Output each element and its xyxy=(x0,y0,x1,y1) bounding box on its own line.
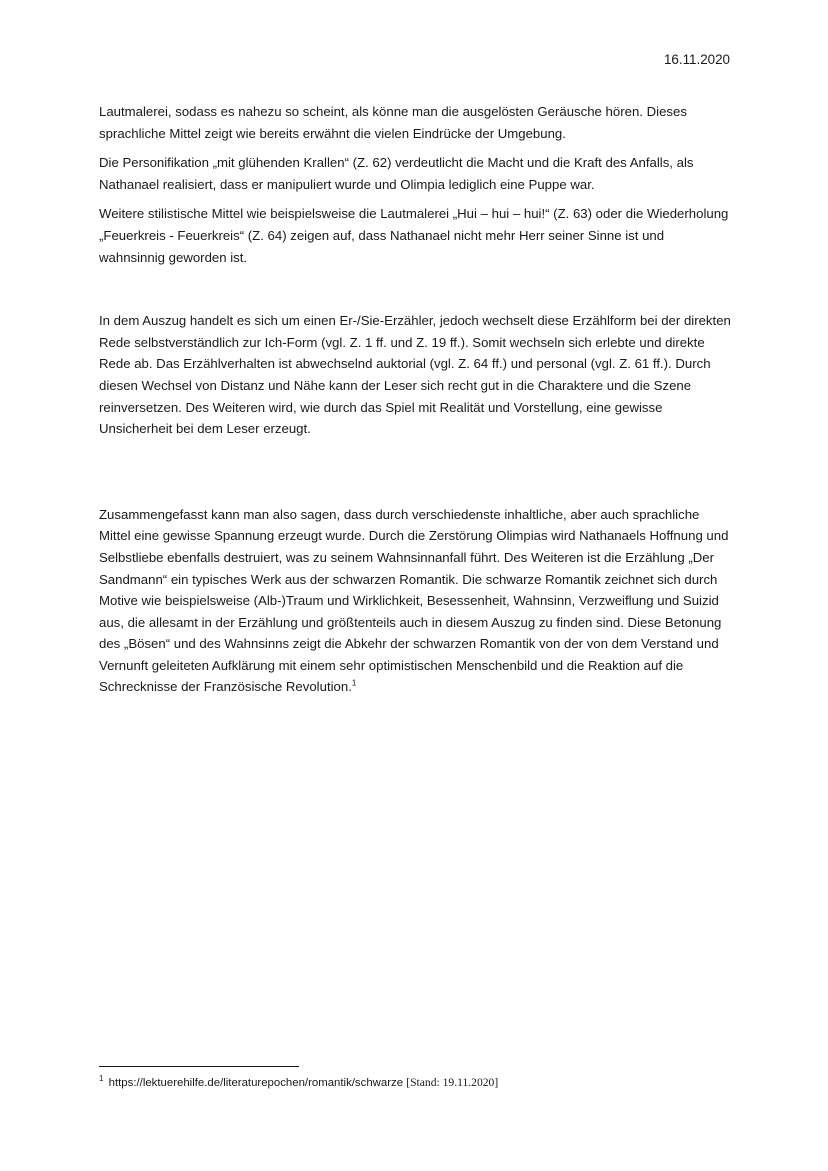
footnote-stand: [Stand: 19.11.2020] xyxy=(406,1076,499,1089)
footnote-separator xyxy=(99,1066,299,1067)
paragraph-erzaehler: In dem Auszug handelt es sich um einen Er-/Sie-Erzähler, jedoch wechselt diese Erzählform bei der direkten Rede selbstverständlich zur Ich-Form (vgl. Z. 1 ff. und Z. 19 ff.). Somit wechseln sich erlebte und direkte Rede ab. Das Erzählverhalten ist abwechselnd auktorial (vgl. Z. 64 ff.) und personal (vgl. Z. 61 ff.). Durch diesen Wechsel von Distanz und Nähe kann der Leser sich recht gut in die Charaktere und die Szene reinversetzen. Des Weiteren wird, wie durch das Spiel mit Realität und Vorstellung, eine gewisse Unsicherheit bei dem Leser erzeugt. xyxy=(99,313,731,437)
paragraph-lautmalerei: Lautmalerei, sodass es nahezu so scheint, als könne man die ausgelösten Geräusche hören. Dieses sprachliche Mittel zeigt wie bereits erwähnt die vielen Eindrücke der Umgebung. xyxy=(99,104,687,141)
header-date: 16.11.2020 xyxy=(663,52,730,67)
paragraph-stilmittel: Weitere stilistische Mittel wie beispielsweise die Lautmalerei „Hui – hui – hui!“ (Z. 63) oder die Wiederholung „Feuerkreis - Feuerkreis“ (Z. 64) zeigen auf, dass Nathanael nicht mehr Herr seiner Sinne ist und wahnsinnig geworden ist. xyxy=(99,206,729,265)
paragraph-fazit xyxy=(99,504,731,698)
document-body xyxy=(99,101,731,698)
footnote-mark: 1 xyxy=(99,1074,104,1084)
footnote xyxy=(99,1075,498,1091)
footnote-url[interactable]: https://lektuerehilfe.de/literaturepochen/romantik/schwarze xyxy=(108,1077,404,1089)
paragraph-fazit-text: Zusammengefasst kann man also sagen, dass durch verschiedenste inhaltliche, aber auch sprachliche Mittel eine gewisse Spannung erzeugt wurde. Durch die Zerstörung Olimpias wird Nathanaels Hoffnung und Selbstliebe ebenfalls destruiert, was zu seinem Wahnsinnanfall führt. Des Weiteren ist die Erzählung „Der Sandmann“ ein typisches Werk aus der schwarzen Romantik. Die schwarze Romantik zeichnet sich durch Motive wie beispielsweise (Alb-)Traum und Wirklichkeit, Besessenheit, Wahnsinn, Verzweiflung und Suizid aus, die allesamt in der Erzählung und größtenteils auch in diesem Auszug zu finden sind. Diese Betonung des „Bösen“ und des Wahnsinns zeigt die Abkehr der schwarzen Romantik von der von dem Verstand und Vernunft geleiteten Aufklärung mit einem sehr optimistischen Menschenbild und die Reaktion auf die Schrecknisse der Französische Revolution. xyxy=(99,506,729,695)
footnote-reference[interactable]: 1 xyxy=(351,679,357,689)
paragraph-personifikation: Die Personifikation „mit glühenden Krallen“ (Z. 62) verdeutlicht die Macht und die Kraft des Anfalls, als Nathanael realisiert, dass er manipuliert wurde und Olimpia lediglich eine Puppe war. xyxy=(99,155,694,192)
